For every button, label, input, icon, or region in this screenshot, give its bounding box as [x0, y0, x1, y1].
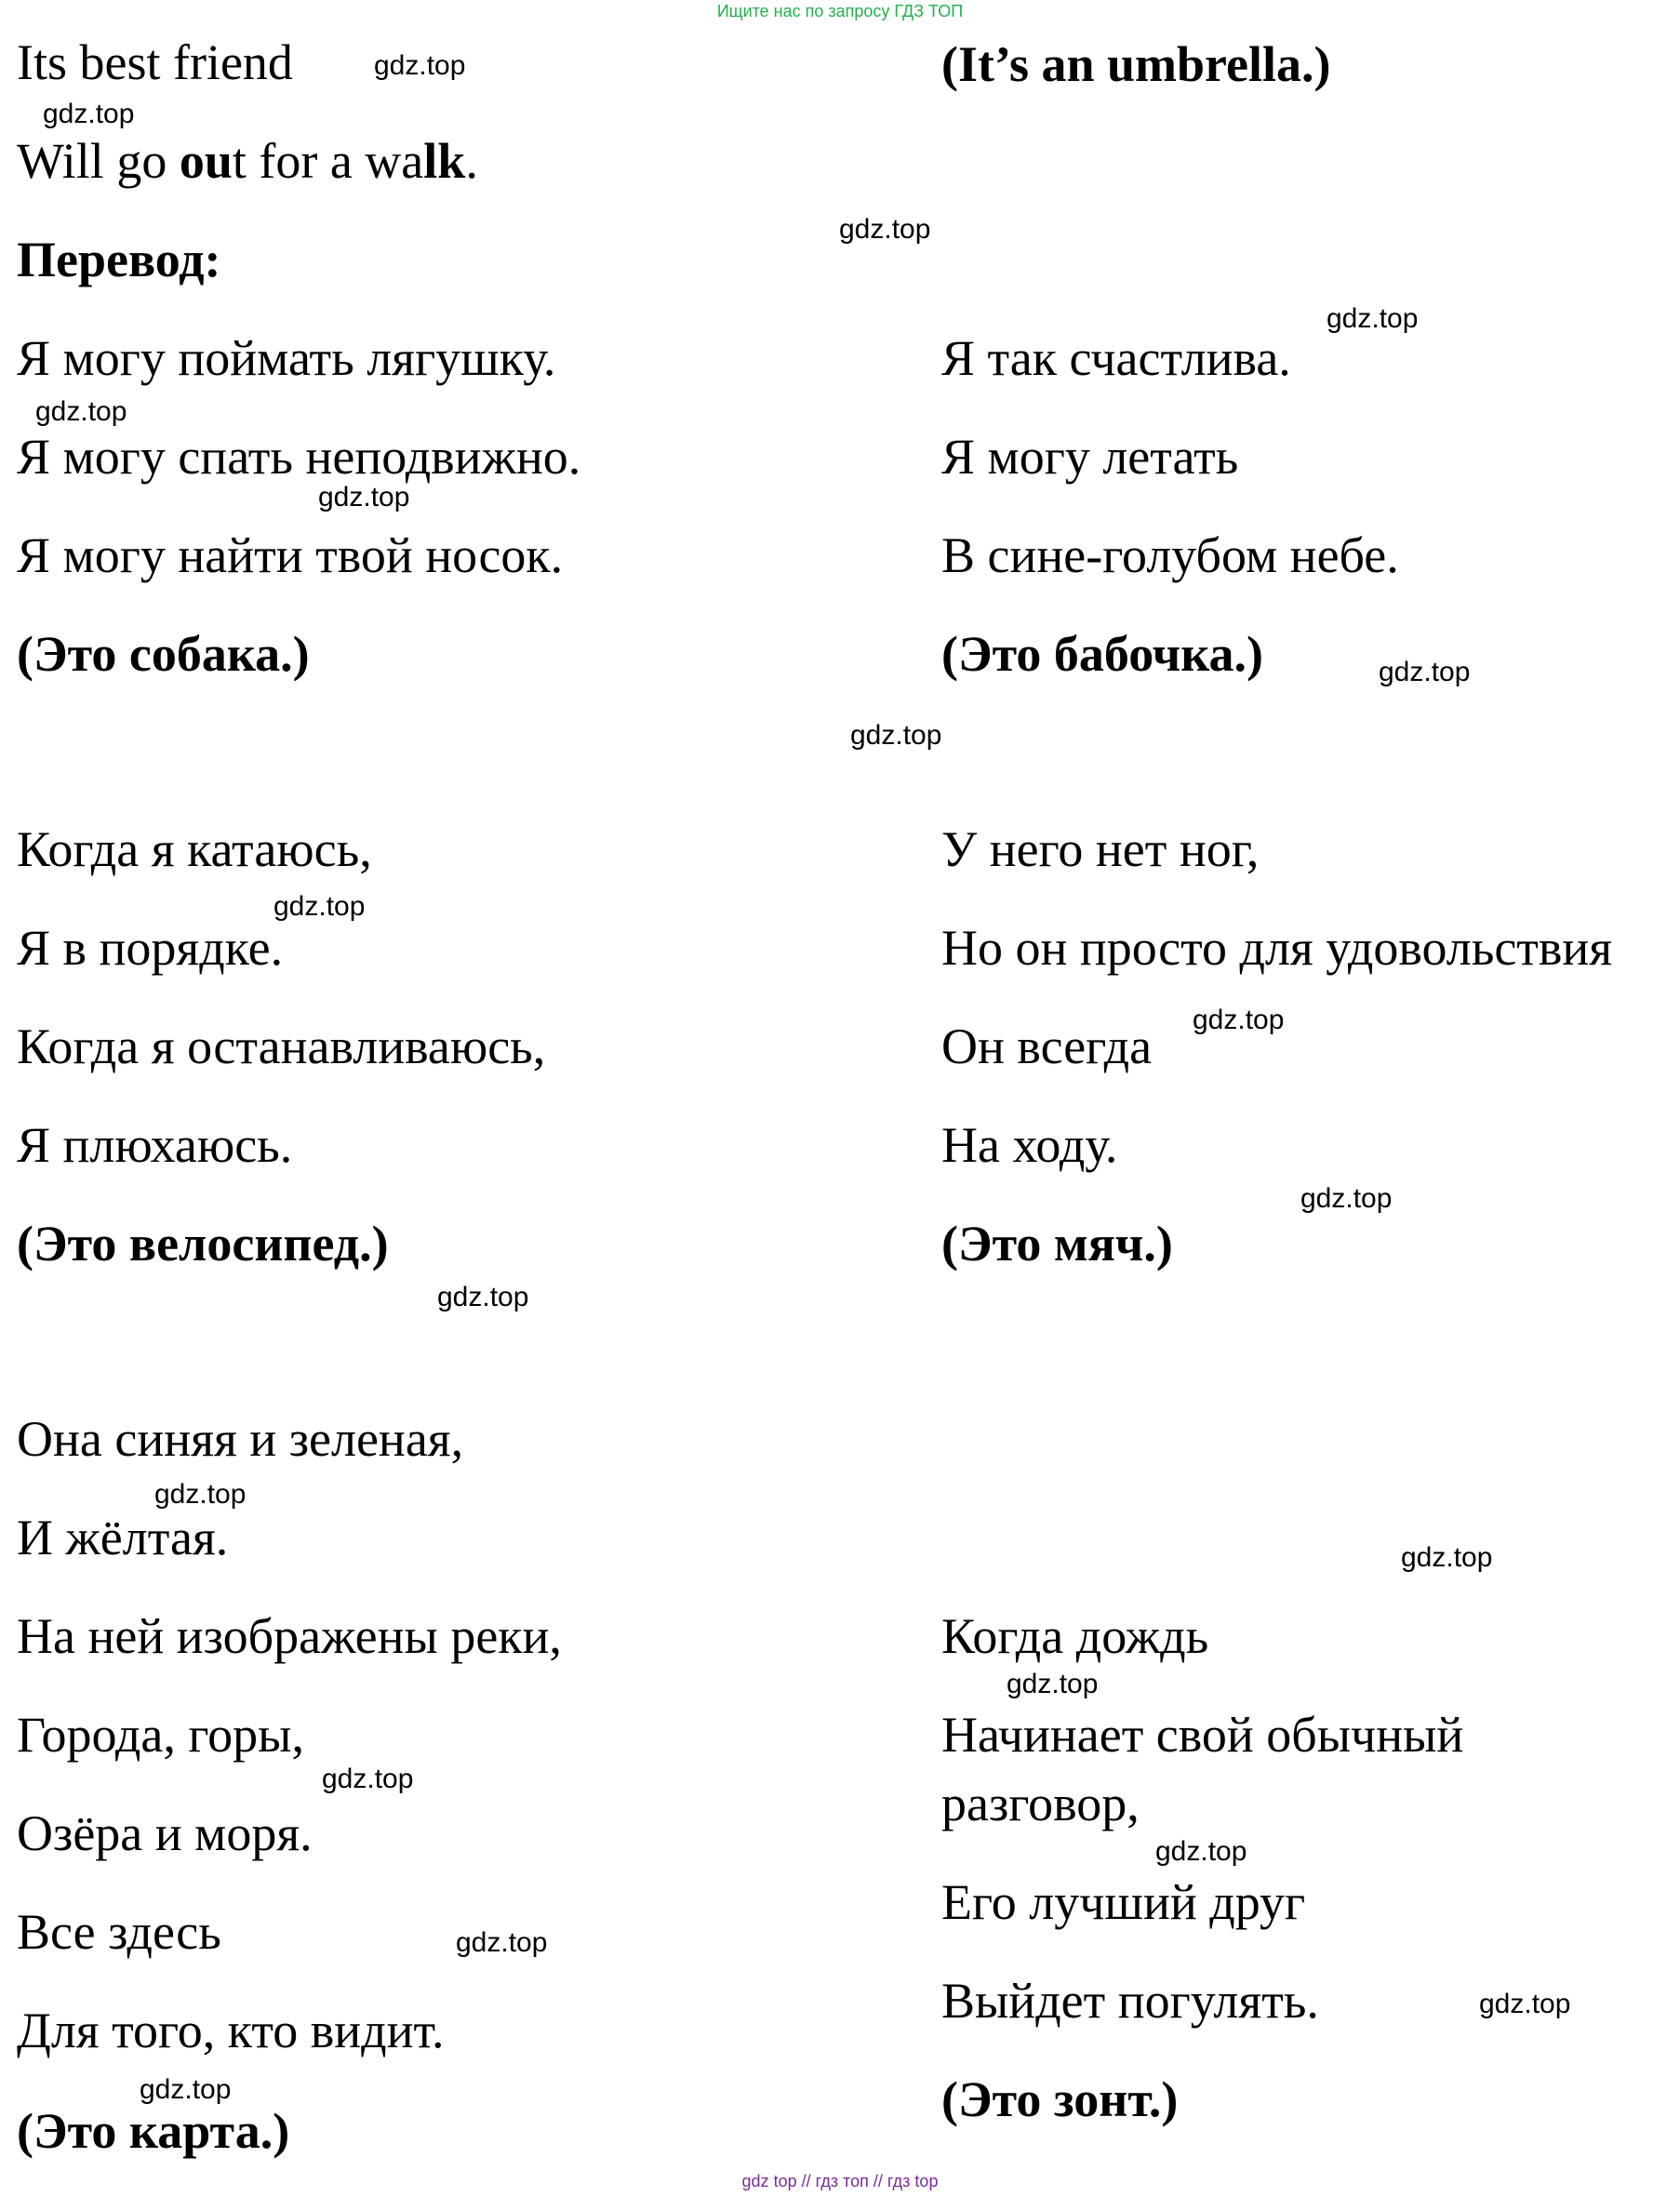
- map-line: Для того, кто видит.: [17, 2003, 445, 2058]
- butterfly-line: В сине-голубом небе.: [941, 527, 1399, 583]
- watermark: gdz.top: [437, 1282, 529, 1312]
- watermark: gdz.top: [456, 1927, 548, 1958]
- umbrella-line: Его лучший друг: [941, 1874, 1306, 1930]
- top-banner: Ищите нас по запросу ГДЗ ТОП: [716, 2, 964, 20]
- bicycle-line: Когда я останавливаюсь,: [17, 1019, 546, 1074]
- watermark: gdz.top: [1327, 303, 1419, 334]
- map-line: Она синяя и зеленая,: [17, 1411, 464, 1467]
- map-line: Все здесь: [17, 1904, 221, 1960]
- map-answer: (Это карта.): [17, 2103, 290, 2159]
- eng-line-1: Its best friend: [17, 34, 293, 90]
- ball-line: На ходу.: [941, 1117, 1118, 1173]
- watermark: gdz.top: [273, 891, 366, 922]
- bicycle-line: Когда я катаюсь,: [17, 821, 372, 877]
- dog-answer: (Это собака.): [17, 626, 310, 682]
- watermark: gdz.top: [1155, 1836, 1247, 1867]
- watermark: gdz.top: [154, 1479, 247, 1510]
- watermark: gdz.top: [850, 720, 942, 751]
- bicycle-line: Я плюхаюсь.: [17, 1117, 293, 1173]
- translation-heading: Перевод:: [17, 232, 221, 287]
- eng-answer: (It’s an umbrella.): [941, 36, 1331, 92]
- watermark: gdz.top: [374, 50, 466, 81]
- butterfly-answer: (Это бабочка.): [941, 626, 1264, 682]
- eng-line-2-part: .: [465, 133, 478, 189]
- butterfly-line: Я могу летать: [941, 429, 1239, 485]
- eng-line-2-part: Will go: [17, 133, 180, 189]
- eng-line-2-bold: lk: [423, 133, 466, 189]
- dog-line: Я могу поймать лягушку.: [17, 330, 556, 386]
- watermark: gdz.top: [322, 1764, 414, 1794]
- umbrella-line: Выйдет погулять.: [941, 1973, 1319, 2029]
- map-line: Озёра и моря.: [17, 1805, 313, 1861]
- ball-answer: (Это мяч.): [941, 1216, 1173, 1272]
- eng-line-2: [17, 133, 478, 189]
- ball-line: У него нет ног,: [941, 821, 1260, 877]
- dog-line: Я могу найти твой носок.: [17, 527, 564, 583]
- watermark: gdz.top: [1007, 1669, 1099, 1699]
- watermark: gdz.top: [318, 482, 410, 513]
- map-line: И жёлтая.: [17, 1510, 229, 1565]
- watermark: gdz.top: [839, 214, 931, 245]
- eng-line-2-bold: ou: [179, 133, 233, 189]
- watermark: gdz.top: [1300, 1183, 1393, 1214]
- dog-line: Я могу спать неподвижно.: [17, 429, 581, 485]
- umbrella-line: Когда дождь: [941, 1608, 1209, 1664]
- umbrella-answer: (Это зонт.): [941, 2071, 1179, 2127]
- watermark: gdz.top: [1401, 1542, 1493, 1573]
- map-line: На ней изображены реки,: [17, 1608, 562, 1664]
- butterfly-line: Я так счастлива.: [941, 330, 1291, 386]
- ball-line: Но он просто для удовольствия: [941, 920, 1613, 976]
- watermark: gdz.top: [140, 2074, 232, 2105]
- bicycle-answer: (Это велосипед.): [17, 1216, 389, 1272]
- watermark: gdz.top: [35, 396, 127, 427]
- bicycle-line: Я в порядке.: [17, 920, 284, 976]
- umbrella-line: разговор,: [941, 1776, 1140, 1831]
- watermark: gdz.top: [1193, 1005, 1285, 1035]
- map-line: Города, горы,: [17, 1707, 304, 1763]
- ball-line: Он всегда: [941, 1019, 1153, 1074]
- umbrella-line: Начинает свой обычный: [941, 1707, 1464, 1763]
- watermark: gdz.top: [1479, 1989, 1571, 2019]
- bottom-banner: gdz top // гдз топ // гдз top: [741, 2172, 939, 2190]
- watermark: gdz.top: [43, 99, 135, 129]
- watermark: gdz.top: [1379, 657, 1471, 687]
- eng-line-2-part: t for a wa: [232, 133, 424, 189]
